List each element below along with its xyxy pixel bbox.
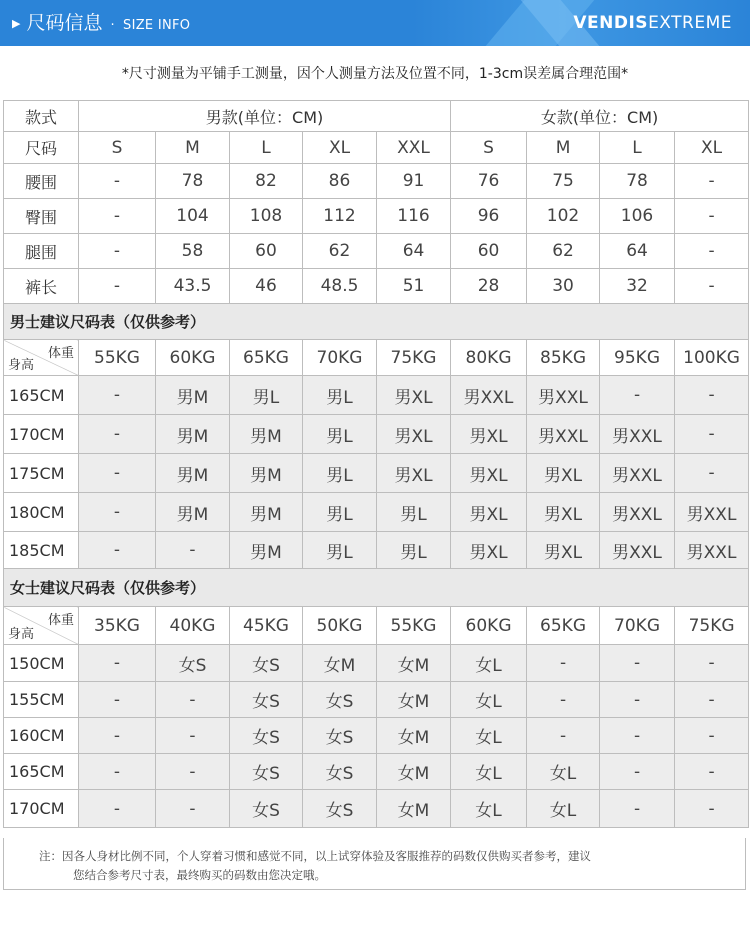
table-cell: 女S bbox=[303, 754, 377, 790]
table-cell: 男XL bbox=[451, 415, 527, 454]
table-cell: 女S bbox=[230, 682, 303, 718]
table-cell: 43.5 bbox=[156, 269, 230, 304]
table-cell: 男L bbox=[377, 493, 451, 532]
table-cell: 男XXL bbox=[600, 532, 675, 569]
footnote bbox=[3, 838, 746, 890]
table-cell: - bbox=[79, 532, 156, 569]
table-cell: 男M bbox=[156, 376, 230, 415]
table-cell: - bbox=[675, 376, 749, 415]
table-cell: 60 bbox=[451, 234, 527, 269]
table-row bbox=[4, 682, 749, 718]
table-cell: 女L bbox=[451, 645, 527, 682]
corner-height-label: 身高 bbox=[8, 627, 35, 642]
table-cell: 106 bbox=[600, 199, 675, 234]
title-subtitle: SIZE INFO bbox=[123, 18, 191, 33]
weight-header-row bbox=[4, 607, 749, 645]
row-label: 腿围 bbox=[4, 234, 79, 269]
table-cell: 男M bbox=[230, 415, 303, 454]
height-label: 160CM bbox=[4, 718, 79, 754]
table-cell: - bbox=[675, 718, 749, 754]
table-cell: 女S bbox=[303, 682, 377, 718]
table-cell: 男XXL bbox=[527, 376, 600, 415]
female-group-header: 女款(单位：CM) bbox=[451, 101, 749, 132]
table-row bbox=[4, 269, 749, 304]
male-recommend-title: 男士建议尺码表（仅供参考） bbox=[4, 304, 749, 340]
table-cell: 男XXL bbox=[675, 493, 749, 532]
title-text: 尺码信息 bbox=[26, 12, 103, 34]
table-cell: 64 bbox=[600, 234, 675, 269]
table-cell: 108 bbox=[230, 199, 303, 234]
height-label: 175CM bbox=[4, 454, 79, 493]
weight-header: 80KG bbox=[451, 340, 527, 376]
table-cell: - bbox=[79, 376, 156, 415]
footnote-line-1: 注：因各人身材比例不同，个人穿着习惯和感觉不同，以上试穿体验及客服推荐的码数仅供购买者参考，建议 bbox=[39, 849, 591, 863]
table-cell: 女S bbox=[156, 645, 230, 682]
table-cell: - bbox=[600, 376, 675, 415]
table-cell: 男XXL bbox=[451, 376, 527, 415]
table-cell: - bbox=[675, 164, 749, 199]
table-cell: 男XXL bbox=[600, 415, 675, 454]
table-cell: 女M bbox=[303, 645, 377, 682]
table-cell: 女S bbox=[230, 754, 303, 790]
table-cell: 女S bbox=[230, 718, 303, 754]
table-cell: 女S bbox=[303, 718, 377, 754]
table-cell: 男XXL bbox=[675, 532, 749, 569]
table-cell: - bbox=[79, 493, 156, 532]
table-cell: - bbox=[79, 199, 156, 234]
table-cell: 男XXL bbox=[600, 454, 675, 493]
style-label: 款式 bbox=[4, 101, 79, 132]
weight-header-row bbox=[4, 340, 749, 376]
table-row bbox=[4, 376, 749, 415]
size-table bbox=[3, 100, 749, 828]
height-label: 155CM bbox=[4, 682, 79, 718]
table-cell: 女M bbox=[377, 682, 451, 718]
corner-height-label: 身高 bbox=[8, 358, 35, 373]
table-cell: 男XL bbox=[451, 454, 527, 493]
height-label: 170CM bbox=[4, 790, 79, 828]
table-cell: 女L bbox=[451, 718, 527, 754]
table-cell: 男M bbox=[156, 493, 230, 532]
table-cell: 女L bbox=[451, 682, 527, 718]
table-row bbox=[4, 234, 749, 269]
table-cell: 男M bbox=[156, 415, 230, 454]
weight-header: 85KG bbox=[527, 340, 600, 376]
weight-header: 35KG bbox=[79, 607, 156, 645]
table-cell: 男M bbox=[230, 532, 303, 569]
table-row bbox=[4, 454, 749, 493]
table-cell: 男XXL bbox=[527, 415, 600, 454]
size-header: XL bbox=[675, 132, 749, 164]
table-cell: 46 bbox=[230, 269, 303, 304]
brand-logo bbox=[573, 0, 732, 46]
table-cell: - bbox=[675, 682, 749, 718]
size-label: 尺码 bbox=[4, 132, 79, 164]
table-cell: 男L bbox=[303, 415, 377, 454]
table-cell: - bbox=[675, 199, 749, 234]
table-cell: 男XL bbox=[451, 532, 527, 569]
weight-header: 75KG bbox=[675, 607, 749, 645]
header-banner bbox=[0, 0, 750, 46]
table-cell: 女S bbox=[303, 790, 377, 828]
table-row bbox=[4, 790, 749, 828]
table-cell: - bbox=[675, 790, 749, 828]
weight-header: 70KG bbox=[303, 340, 377, 376]
table-cell: - bbox=[79, 645, 156, 682]
table-cell: - bbox=[156, 682, 230, 718]
table-cell: 48.5 bbox=[303, 269, 377, 304]
height-label: 180CM bbox=[4, 493, 79, 532]
table-cell: 86 bbox=[303, 164, 377, 199]
triangle-right-icon: ▶ bbox=[12, 17, 21, 30]
height-label: 170CM bbox=[4, 415, 79, 454]
table-cell: - bbox=[675, 269, 749, 304]
table-cell: - bbox=[527, 645, 600, 682]
table-cell: 女L bbox=[451, 790, 527, 828]
table-cell: 104 bbox=[156, 199, 230, 234]
size-header: XL bbox=[303, 132, 377, 164]
corner-cell bbox=[4, 607, 79, 645]
table-cell: 112 bbox=[303, 199, 377, 234]
table-cell: 男XL bbox=[527, 493, 600, 532]
table-cell: 32 bbox=[600, 269, 675, 304]
table-row bbox=[4, 493, 749, 532]
table-cell: - bbox=[675, 454, 749, 493]
corner-cell bbox=[4, 340, 79, 376]
weight-header: 40KG bbox=[156, 607, 230, 645]
table-cell: - bbox=[156, 754, 230, 790]
table-cell: 64 bbox=[377, 234, 451, 269]
table-cell: 58 bbox=[156, 234, 230, 269]
table-cell: 女M bbox=[377, 790, 451, 828]
table-cell: 男XL bbox=[527, 532, 600, 569]
size-header: S bbox=[79, 132, 156, 164]
table-cell: 男XL bbox=[527, 454, 600, 493]
table-cell: - bbox=[675, 415, 749, 454]
table-cell: 62 bbox=[527, 234, 600, 269]
table-cell: - bbox=[79, 790, 156, 828]
weight-header: 60KG bbox=[451, 607, 527, 645]
table-cell: - bbox=[79, 234, 156, 269]
title-separator: · bbox=[110, 18, 115, 33]
male-group-header: 男款(单位：CM) bbox=[79, 101, 451, 132]
table-cell: 男L bbox=[303, 376, 377, 415]
table-cell: - bbox=[79, 454, 156, 493]
table-cell: - bbox=[675, 234, 749, 269]
size-header: M bbox=[527, 132, 600, 164]
table-cell: 78 bbox=[156, 164, 230, 199]
table-cell: 102 bbox=[527, 199, 600, 234]
table-cell: 女M bbox=[377, 718, 451, 754]
weight-header: 55KG bbox=[377, 607, 451, 645]
table-cell: 女S bbox=[230, 790, 303, 828]
table-cell: - bbox=[527, 682, 600, 718]
table-cell: - bbox=[675, 754, 749, 790]
table-cell: 男XL bbox=[377, 415, 451, 454]
size-header: S bbox=[451, 132, 527, 164]
table-cell: 男L bbox=[303, 454, 377, 493]
table-cell: 78 bbox=[600, 164, 675, 199]
table-cell: - bbox=[156, 790, 230, 828]
row-label: 臀围 bbox=[4, 199, 79, 234]
table-cell: - bbox=[527, 718, 600, 754]
size-header: L bbox=[600, 132, 675, 164]
measurement-notice: *尺寸测量为平铺手工测量，因个人测量方法及位置不同，1-3cm误差属合理范围* bbox=[121, 66, 629, 82]
table-cell: 30 bbox=[527, 269, 600, 304]
table-cell: 女M bbox=[377, 754, 451, 790]
row-label: 裤长 bbox=[4, 269, 79, 304]
table-cell: 男M bbox=[230, 454, 303, 493]
row-label: 腰围 bbox=[4, 164, 79, 199]
weight-header: 60KG bbox=[156, 340, 230, 376]
table-cell: 82 bbox=[230, 164, 303, 199]
height-label: 185CM bbox=[4, 532, 79, 569]
table-cell: 男M bbox=[156, 454, 230, 493]
female-recommend-title: 女士建议尺码表（仅供参考） bbox=[4, 569, 749, 607]
brand-bold: VENDIS bbox=[573, 13, 649, 33]
table-cell: - bbox=[600, 645, 675, 682]
weight-header: 100KG bbox=[675, 340, 749, 376]
weight-header: 95KG bbox=[600, 340, 675, 376]
table-row bbox=[4, 532, 749, 569]
table-cell: 男L bbox=[303, 493, 377, 532]
table-row bbox=[4, 645, 749, 682]
table-cell: 116 bbox=[377, 199, 451, 234]
table-cell: 60 bbox=[230, 234, 303, 269]
footnote-line-2: 您结合参考尺寸表，最终购买的码数由您决定哦。 bbox=[73, 868, 326, 882]
table-cell: 62 bbox=[303, 234, 377, 269]
table-cell: 男XL bbox=[377, 376, 451, 415]
weight-header: 65KG bbox=[527, 607, 600, 645]
table-row bbox=[4, 415, 749, 454]
corner-weight-label: 体重 bbox=[47, 613, 74, 628]
table-row bbox=[4, 199, 749, 234]
table-cell: - bbox=[79, 164, 156, 199]
table-row bbox=[4, 164, 749, 199]
table-cell: 男M bbox=[230, 493, 303, 532]
table-cell: 女L bbox=[527, 790, 600, 828]
table-cell: - bbox=[79, 754, 156, 790]
table-cell: - bbox=[79, 269, 156, 304]
table-cell: - bbox=[600, 790, 675, 828]
table-cell: 男L bbox=[303, 532, 377, 569]
size-header: L bbox=[230, 132, 303, 164]
table-cell: - bbox=[600, 718, 675, 754]
table-cell: 75 bbox=[527, 164, 600, 199]
table-cell: - bbox=[156, 532, 230, 569]
table-cell: - bbox=[156, 718, 230, 754]
weight-header: 70KG bbox=[600, 607, 675, 645]
weight-header: 75KG bbox=[377, 340, 451, 376]
weight-header: 65KG bbox=[230, 340, 303, 376]
table-cell: 男XL bbox=[377, 454, 451, 493]
corner-weight-label: 体重 bbox=[47, 346, 74, 361]
height-label: 150CM bbox=[4, 645, 79, 682]
section-title bbox=[12, 0, 190, 46]
weight-header: 50KG bbox=[303, 607, 377, 645]
weight-header: 55KG bbox=[79, 340, 156, 376]
table-cell: - bbox=[79, 718, 156, 754]
table-cell: 女L bbox=[451, 754, 527, 790]
table-cell: 男L bbox=[230, 376, 303, 415]
table-cell: 91 bbox=[377, 164, 451, 199]
table-cell: 女M bbox=[377, 645, 451, 682]
table-cell: - bbox=[79, 415, 156, 454]
table-cell: 女S bbox=[230, 645, 303, 682]
table-cell: 96 bbox=[451, 199, 527, 234]
table-row bbox=[4, 718, 749, 754]
table-cell: 男L bbox=[377, 532, 451, 569]
table-cell: 男XXL bbox=[600, 493, 675, 532]
table-cell: 女L bbox=[527, 754, 600, 790]
size-header: XXL bbox=[377, 132, 451, 164]
table-row bbox=[4, 754, 749, 790]
size-header: M bbox=[156, 132, 230, 164]
table-cell: - bbox=[600, 682, 675, 718]
weight-header: 45KG bbox=[230, 607, 303, 645]
table-cell: - bbox=[79, 682, 156, 718]
brand-light: EXTREME bbox=[648, 13, 732, 33]
height-label: 165CM bbox=[4, 376, 79, 415]
table-cell: - bbox=[675, 645, 749, 682]
table-cell: - bbox=[600, 754, 675, 790]
table-cell: 男XL bbox=[451, 493, 527, 532]
table-cell: 76 bbox=[451, 164, 527, 199]
height-label: 165CM bbox=[4, 754, 79, 790]
table-cell: 51 bbox=[377, 269, 451, 304]
table-cell: 28 bbox=[451, 269, 527, 304]
